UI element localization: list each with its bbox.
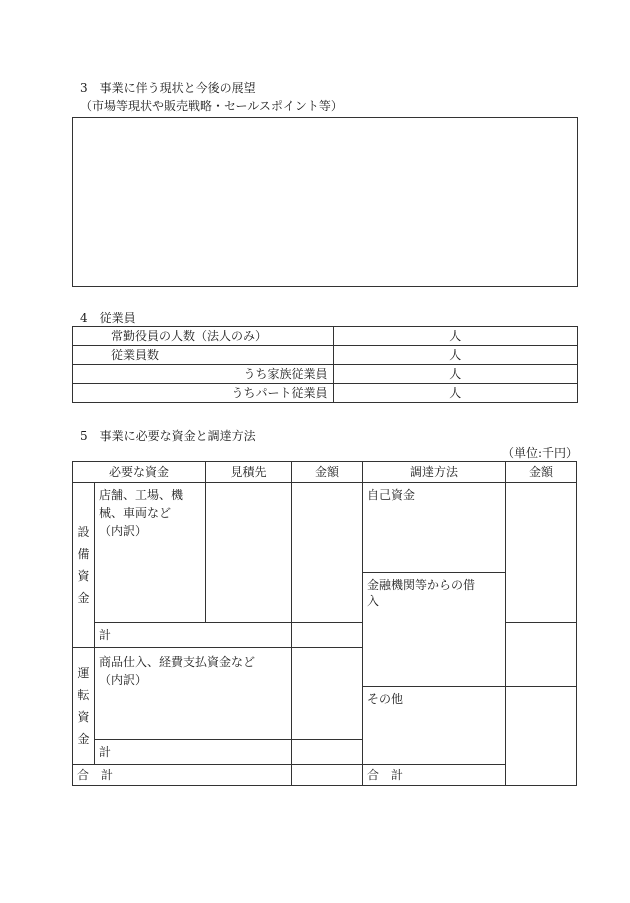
section3-subtitle: （市場等現状や販売戦略・セールスポイント等） xyxy=(80,99,343,113)
section3-title: 3 事業に伴う現状と今後の展望 xyxy=(80,81,256,95)
header-method: 調達方法 xyxy=(363,462,506,483)
operating-item-line1: 商品仕入、経費支払資金など xyxy=(99,655,256,669)
parttime-employee-label: うちパート従業員 xyxy=(73,384,334,403)
loan-label-line2: 入 xyxy=(367,594,380,608)
header-quote-source: 見積先 xyxy=(206,462,292,483)
other-funds-cell[interactable] xyxy=(363,687,506,765)
unit-label: 人 xyxy=(449,367,462,381)
funding-table xyxy=(72,461,577,786)
parttime-employee-field[interactable] xyxy=(333,384,577,403)
equipment-item-line1: 店舗、工場、機 xyxy=(99,488,184,502)
other-funds-amount-field[interactable] xyxy=(506,687,577,786)
table-row xyxy=(73,765,577,786)
own-funds-label: 自己資金 xyxy=(367,488,416,502)
header-amount: 金額 xyxy=(292,462,363,483)
table-row xyxy=(73,365,578,384)
loan-label-line1: 金融機関等からの借 xyxy=(367,578,476,592)
operating-subtotal-label: 計 xyxy=(95,740,292,765)
equipment-funds-label: 設 備 資 金 xyxy=(73,483,95,648)
section3-text-area[interactable] xyxy=(72,117,578,287)
table-row xyxy=(73,483,577,573)
unit-label: 人 xyxy=(449,329,462,343)
header-required-funds: 必要な資金 xyxy=(73,462,206,483)
other-funds-label: その他 xyxy=(367,692,404,706)
table-row xyxy=(73,346,578,365)
equipment-quote-field[interactable] xyxy=(206,483,292,623)
header-amount-2: 金額 xyxy=(506,462,577,483)
loan-amount-field[interactable] xyxy=(506,623,577,687)
equipment-subtotal-label: 計 xyxy=(95,623,292,648)
officer-count-label: 常勤役員の人数（法人のみ） xyxy=(73,327,334,346)
operating-subtotal-field[interactable] xyxy=(292,740,363,765)
equipment-breakdown-cell[interactable] xyxy=(95,483,206,623)
total-left-amount-field[interactable] xyxy=(292,765,363,786)
operating-amount-field[interactable] xyxy=(292,648,363,740)
unit-label: 人 xyxy=(449,348,462,362)
operating-item-line2: （内訳） xyxy=(99,673,148,687)
table-row xyxy=(73,327,578,346)
total-left-label: 合 計 xyxy=(73,765,292,786)
unit-note: （単位:千円） xyxy=(501,446,578,460)
operating-breakdown-cell[interactable] xyxy=(95,648,292,740)
operating-funds-label: 運 転 資 金 xyxy=(73,648,95,765)
section5-title: 5 事業に必要な資金と調達方法 xyxy=(80,429,256,443)
own-funds-cell[interactable] xyxy=(363,483,506,573)
total-right-label: 合 計 xyxy=(363,765,506,786)
employee-count-field[interactable] xyxy=(333,346,577,365)
equipment-item-line3: （内訳） xyxy=(99,524,148,538)
family-employee-label: うち家族従業員 xyxy=(73,365,334,384)
employee-count-label: 従業員数 xyxy=(73,346,334,365)
table-header-row xyxy=(73,462,577,483)
unit-label: 人 xyxy=(449,386,462,400)
family-employee-field[interactable] xyxy=(333,365,577,384)
loan-cell[interactable] xyxy=(363,573,506,687)
equipment-amount-field[interactable] xyxy=(292,483,363,623)
section4-title: 4 従業員 xyxy=(80,311,136,325)
equipment-subtotal-field[interactable] xyxy=(292,623,363,648)
table-row xyxy=(73,384,578,403)
equipment-item-line2: 械、車両など xyxy=(99,506,172,520)
own-funds-amount-field[interactable] xyxy=(506,483,577,623)
officer-count-field[interactable] xyxy=(333,327,577,346)
employee-table xyxy=(72,326,578,403)
